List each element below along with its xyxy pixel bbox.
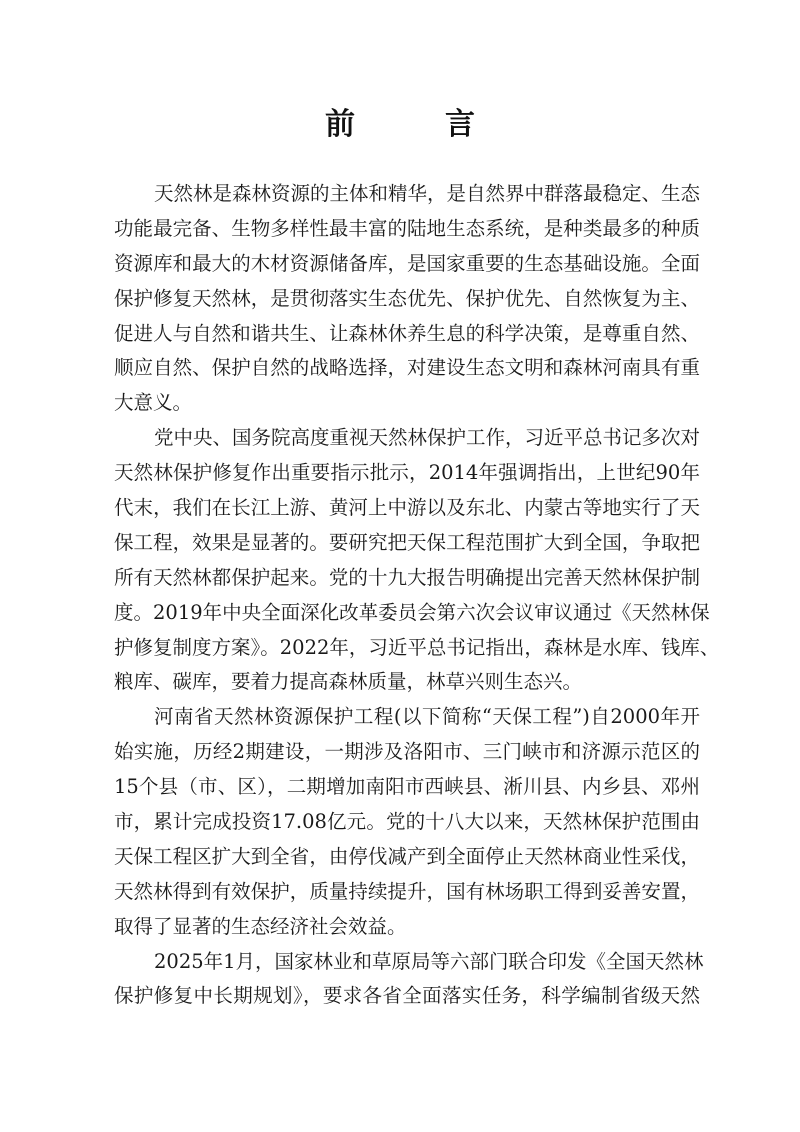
text-line: 保工程，效果是显著的。要研究把天保工程范围扩大到全国，争取把	[114, 530, 700, 554]
document-body	[114, 177, 720, 1014]
text-line: 护修复制度方案》。2022年，习近平总书记指出，森林是水库、钱库、	[114, 635, 720, 659]
text-line: 功能最完备、生物多样性最丰富的陆地生态系统，是种类最多的种质	[114, 216, 700, 240]
text-line: 始实施，历经2期建设，一期涉及洛阳市、三门峡市和济源示范区的	[114, 740, 700, 764]
text-line: 度。2019年中央全面深化改革委员会第六次会议审议通过《天然林保	[114, 600, 710, 624]
paragraph-4	[114, 945, 704, 1015]
text-line: 粮库、碳库，要着力提高森林质量，林草兴则生态兴。	[114, 670, 583, 694]
text-line: 天然林得到有效保护，质量持续提升，国有林场职工得到妥善安置，	[114, 879, 700, 903]
text-line: 保护修复天然林，是贯彻落实生态优先、保护优先、自然恢复为主、	[114, 286, 700, 310]
text-line: 市，累计完成投资17.08亿元。党的十八大以来，天然林保护范围由	[114, 810, 700, 834]
page-title: 前 言	[325, 107, 505, 142]
text-line: 天然林保护修复作出重要指示批示，2014年强调指出，上世纪90年	[114, 461, 700, 485]
text-line: 大意义。	[114, 391, 193, 415]
text-line: 资源库和最大的木材资源储备库，是国家重要的生态基础设施。全面	[114, 251, 700, 275]
text-line: 河南省天然林资源保护工程(以下简称“天保工程”)自2000年开	[154, 705, 700, 729]
text-line: 取得了显著的生态经济社会效益。	[114, 914, 407, 938]
paragraph-3	[114, 700, 700, 944]
text-line: 15个县（市、区），二期增加南阳市西峡县、淅川县、内乡县、邓州	[114, 775, 700, 799]
text-line: 所有天然林都保护起来。党的十九大报告明确提出完善天然林保护制	[114, 565, 700, 589]
text-line: 促进人与自然和谐共生、让森林休养生息的科学决策，是尊重自然、	[114, 321, 700, 345]
text-line: 天保工程区扩大到全省，由停伐减产到全面停止天然林商业性采伐，	[114, 844, 700, 868]
paragraph-2	[114, 421, 720, 700]
text-line: 顺应自然、保护自然的战略选择，对建设生态文明和森林河南具有重	[114, 356, 700, 380]
text-line: 2025年1月，国家林业和草原局等六部门联合印发《全国天然林	[154, 949, 704, 973]
text-line: 代末，我们在长江上游、黄河上中游以及东北、内蒙古等地实行了天	[114, 496, 700, 520]
paragraph-1	[114, 177, 700, 421]
text-line: 天然林是森林资源的主体和精华，是自然界中群落最稳定、生态	[154, 182, 701, 205]
text-line: 党中央、国务院高度重视天然林保护工作，习近平总书记多次对	[154, 426, 701, 450]
text-line: 保护修复中长期规划》，要求各省全面落实任务，科学编制省级天然	[114, 984, 700, 1008]
